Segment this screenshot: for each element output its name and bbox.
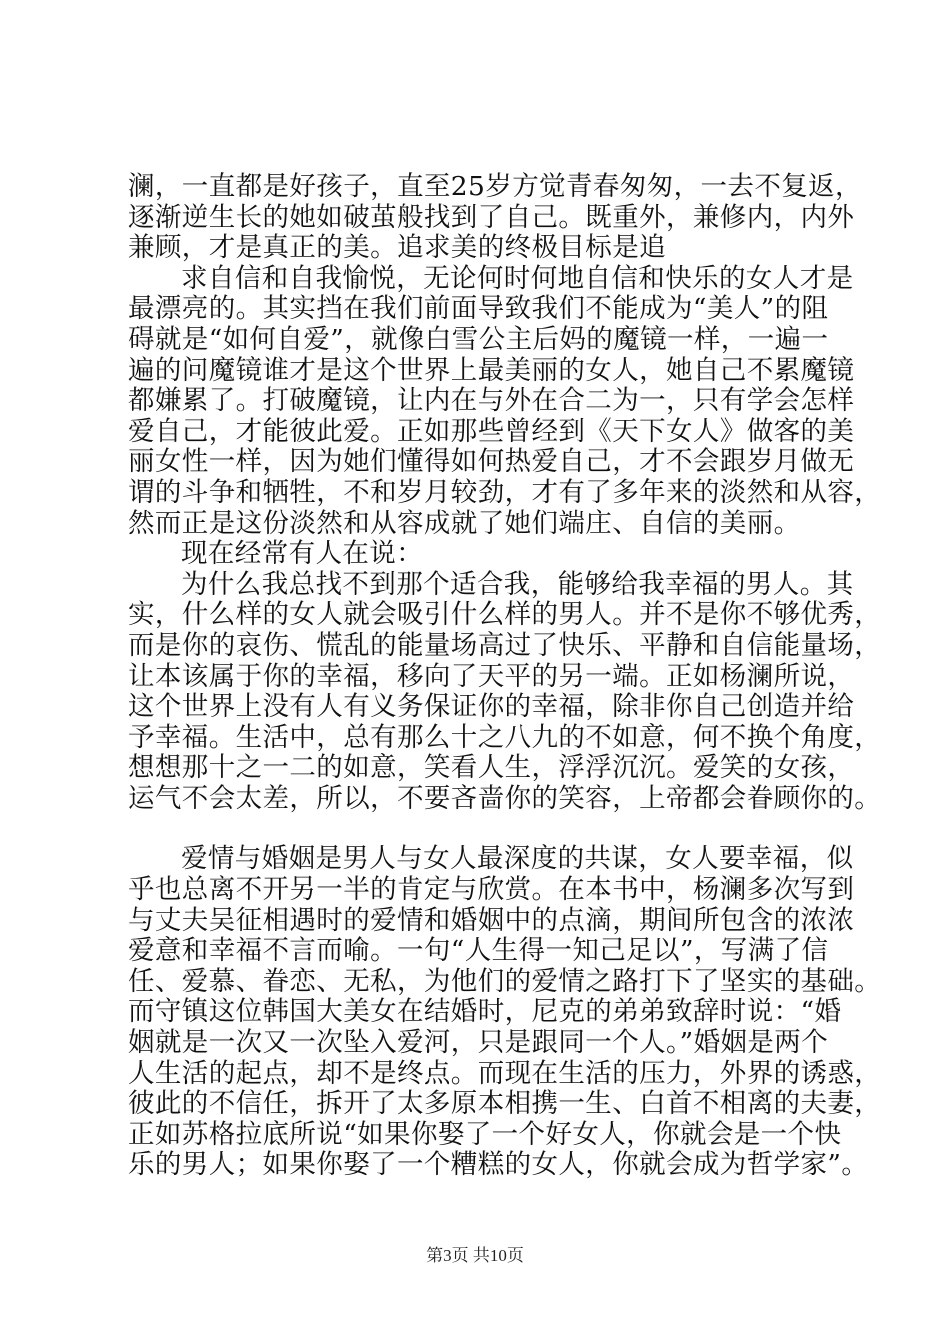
page-footer: 第3页 共10页 — [426, 1246, 524, 1265]
text-line: 丽女性一样，因为她们懂得如何热爱自己，才不会跟岁月做无 — [128, 446, 855, 478]
text-line: 姻就是一次又一次坠入爱河，只是跟同一个人。”婚姻是两个 — [128, 1027, 829, 1059]
text-line: 人生活的起点，却不是终点。而现在生活的压力，外界的诱惑， — [128, 1057, 882, 1089]
text-line: 正如苏格拉底所说“如果你娶了一个好女人，你就会是一个快 — [128, 1118, 842, 1150]
text-line: 爱情与婚姻是男人与女人最深度的共谋，女人要幸福，似 — [181, 843, 854, 875]
text-line: 而是你的哀伤、慌乱的能量场高过了快乐、平静和自信能量场， — [128, 629, 882, 661]
text-line: 而守镇这位韩国大美女在结婚时，尼克的弟弟致辞时说：“婚 — [128, 996, 842, 1028]
text-line: 与丈夫吴征相遇时的爱情和婚姻中的点滴，期间所包含的浓浓 — [128, 904, 855, 936]
text-line: 谓的斗争和牺牲，不和岁月较劲，才有了多年来的淡然和从容， — [128, 476, 882, 508]
text-line: 爱意和幸福不言而喻。一句“人生得一知己足以”，写满了信 — [128, 935, 829, 967]
text-line: 让本该属于你的幸福，移向了天平的另一端。正如杨澜所说， — [128, 660, 855, 692]
paragraph-gap — [128, 814, 843, 844]
text-line: 这个世界上没有人有义务保证你的幸福，除非你自己创造并给 — [128, 691, 855, 723]
text-block-2 — [128, 843, 882, 1181]
text-line: 乐的男人；如果你娶了一个糟糕的女人，你就会成为哲学家”。 — [128, 1149, 869, 1181]
text-line: 都嫌累了。打破魔镜，让内在与外在合二为一，只有学会怎样 — [128, 385, 855, 417]
text-line: 为什么我总找不到那个适合我，能够给我幸福的男人。其 — [181, 568, 854, 600]
text-line: 实，什么样的女人就会吸引什么样的男人。并不是你不够优秀， — [128, 599, 882, 631]
text-line: 乎也总离不开另一半的肯定与欣赏。在本书中，杨澜多次写到 — [128, 874, 855, 906]
text-line: 然而正是这份淡然和从容成就了她们端庄、自信的美丽。 — [128, 507, 801, 539]
text-line: 最漂亮的。其实挡在我们前面导致我们不能成为“美人”的阻 — [128, 293, 829, 325]
text-block-1 — [128, 171, 882, 814]
text-line: 任、爱慕、眷恋、无私，为他们的爱情之路打下了坚实的基础。 — [128, 965, 882, 997]
document-body — [128, 171, 882, 1181]
text-line: 爱自己，才能彼此爱。正如那些曾经到《天下女人》做客的美 — [128, 415, 855, 447]
text-line: 澜，一直都是好孩子，直至25岁方觉青春匆匆，一去不复返， — [128, 171, 862, 202]
text-line: 运气不会太差，所以，不要吝啬你的笑容，上帝都会眷顾你的。 — [128, 782, 882, 814]
text-line: 现在经常有人在说： — [181, 538, 424, 570]
text-line: 遍的问魔镜谁才是这个世界上最美丽的女人，她自己不累魔镜 — [128, 354, 855, 386]
text-line: 予幸福。生活中，总有那么十之八九的不如意，何不换个角度， — [128, 721, 882, 753]
text-line: 兼顾，才是真正的美。追求美的终极目标是追 — [128, 232, 666, 264]
text-line: 碍就是“如何自爱”，就像白雪公主后妈的魔镜一样，一遍一 — [128, 323, 829, 355]
text-line: 求自信和自我愉悦，无论何时何地自信和快乐的女人才是 — [181, 262, 854, 294]
text-line: 逐渐逆生长的她如破茧般找到了自己。既重外，兼修内，内外 — [128, 201, 855, 233]
text-line: 彼此的不信任，拆开了太多原本相携一生、白首不相离的夫妻， — [128, 1088, 882, 1120]
text-line: 想想那十之一二的如意，笑看人生，浮浮沉沉。爱笑的女孩， — [128, 752, 855, 784]
